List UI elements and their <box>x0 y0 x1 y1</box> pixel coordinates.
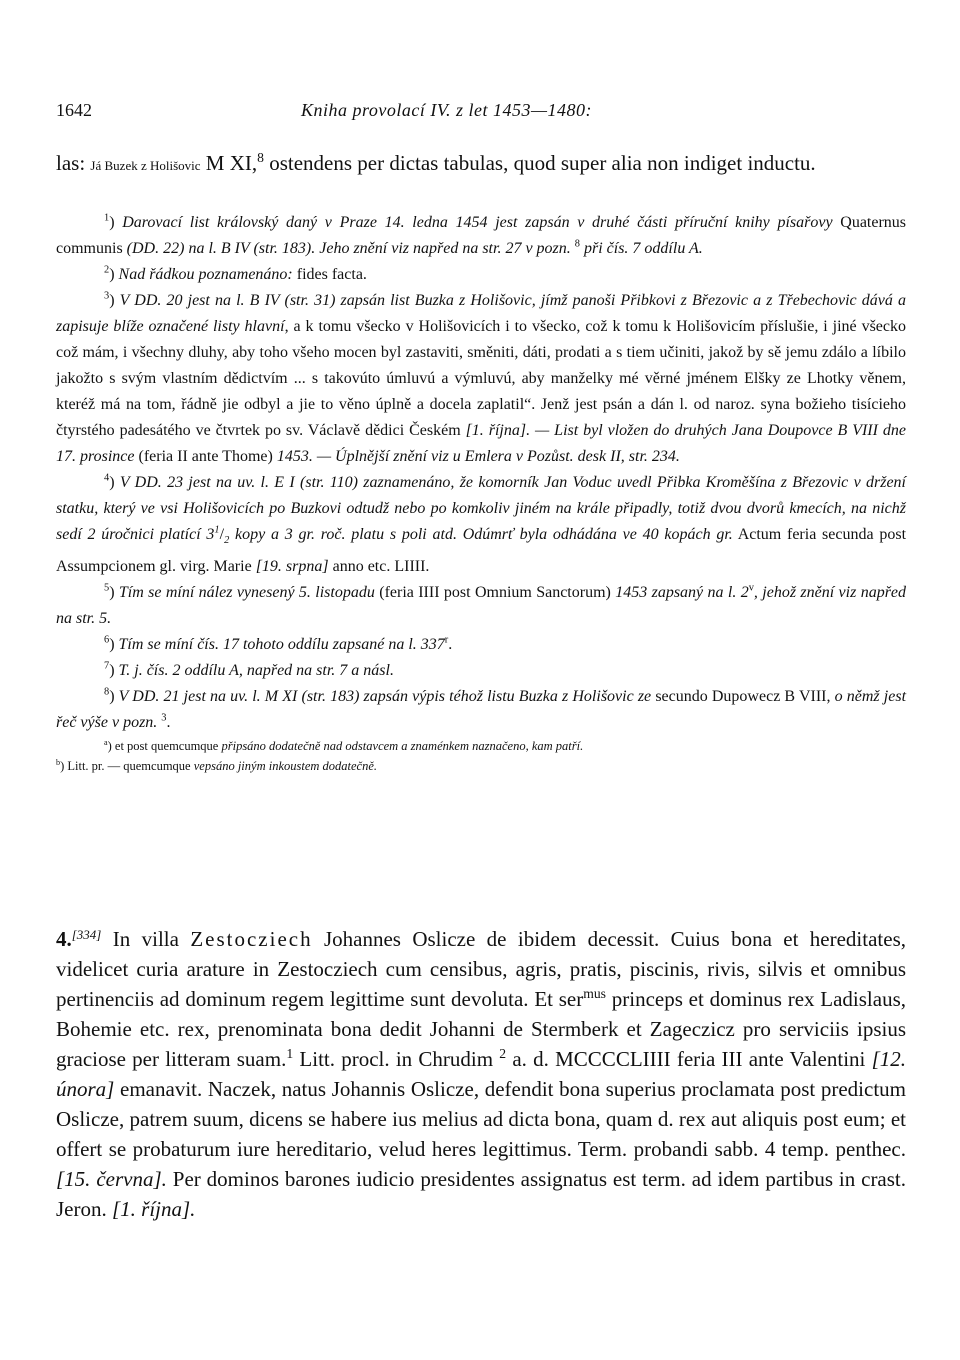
footnote-number: 4 <box>104 472 110 484</box>
running-title: Kniha provolací IV. z let 1453—1480: <box>301 100 592 120</box>
entry-reference: [334] <box>71 927 102 942</box>
entry-text: princeps et dominus rex Ladislaus, Bohemie etc. rex, prenominata bona dedit Johanni de Stermberk et Zageczicz pro serviciis ipsius graciose per litteram suam. <box>56 987 907 1071</box>
fraction-denominator: 2 <box>224 535 230 547</box>
footnote-text: připsáno dodatečně nad odstavcem a znaménkem naznačeno, kam patří. <box>221 739 584 754</box>
footnote-letter: a <box>104 738 108 748</box>
footnote-text: 1453 zapsaný na l. 2 <box>615 584 749 602</box>
footnote-text: secundo Dupowecz B VIII, <box>655 688 831 706</box>
footnote-5: $^5$) Tím se míní nález vynesený 5. listopadu (feria IIII post Omnium Sanctorum) 1453 zapsaný na l. 2$^v$, jehož znění viz napřed na str. 5. <box>56 582 907 628</box>
abbreviation-sup: mus <box>583 986 606 1001</box>
page-number: 1642 <box>56 100 92 120</box>
footnote-text: (feria II ante Thome) <box>138 448 273 465</box>
continued-rest: ostendens per dictas tabulas, quod super alia non indiget inductu. <box>269 151 816 175</box>
footnote-number: 2 <box>104 264 110 276</box>
entry-text: a. d. MCCCCLIIII feria III ante Valentini <box>512 1047 866 1071</box>
continued-lead: las: <box>56 151 86 175</box>
footnote-text: vepsáno jiným inkoustem dodatečně. <box>193 759 378 774</box>
footnote-text: [19. srpna] <box>255 558 329 576</box>
footnote-text: T. j. čís. 2 oddílu A, napřed na str. 7 a násl. <box>118 662 394 680</box>
book-reference: M XI, <box>205 151 258 175</box>
footnote-text: kopy a 3 gr. roč. platu s poli atd. Odúmrť byla odhádána ve 40 kopách gr. <box>235 526 733 543</box>
footnote-text: Litt. pr. — quemcumque <box>67 759 191 774</box>
entry-text: Litt. procl. in Chrudim <box>299 1047 494 1071</box>
footnote-sup: 2 <box>499 1046 507 1061</box>
footnote-a: $^a$) et post quemcumque připsáno dodatečně nad odstavcem a znaménkem naznačeno, kam patří. <box>104 738 584 754</box>
date-annotation: [15. června]. <box>56 1167 167 1191</box>
footnote-sup: r <box>444 634 449 646</box>
footnote-text: , jehož znění viz napřed na str. 5. <box>56 584 907 628</box>
footnote-number: 6 <box>104 634 110 646</box>
footnote-letter: b <box>56 758 61 768</box>
footnote-text: . <box>166 714 171 732</box>
footnote-text: Quaternus communis <box>56 214 907 257</box>
entry-text: Per dominos barones iudicio presidentes assignatus est term. ad idem partibus in crast. Jeron. <box>56 1167 907 1221</box>
footnote-number: 5 <box>104 582 110 594</box>
footnote-2: $^2$) Nad řádkou poznamenáno: fides facta. <box>104 264 367 283</box>
footnote-text: Tím se míní nález vynesený 5. listopadu <box>118 584 375 602</box>
footnote-text: Darovací list královský daný v Praze 14. ledna 1454 jest zapsán v druhé části příruční knihy písařovy <box>122 214 833 231</box>
entry-text: Johannes Oslicze de ibidem decessit. Cuius bona et hereditates, videlicet curia arature in Zestocziech cum censibus, agris, pratis, piscinis, rivis, silvis et omnibus pertinenciis ad dominum regem legittime sunt devoluta. Et ser <box>56 927 906 1011</box>
footnote-text: [1. října]. — List byl vložen do druhých Jana Doupovce B VIII dne 17. prosince <box>56 422 906 465</box>
footnote-3: $^3$) V DD. 20 jest na l. B IV (str. 31) zapsán list Buzka z Holišovic, jímž panoši Přibkovi z Březovic a z Třebechovic dává a zapisuje blíže označené listy hlavní, a k tomu všecko v Holišovicích i to všecko, což k tomu k Holišovicím příslušie, i jiné všecko což mám, i všechny dluhy, aby toho všeho mocen byl zastaviti, směniti, dáti, prodati a s tiem učiniti, jakož by sě jemu zdálo a líbilo jakožto s svým vlastním dědictvím ... s takovúto úmluvú a výmluvú, aby manželky mé věrné jménem Elšky ze Lhotky věnem, kteréž má na tom, řádně jie odbyl a jie to věno úplně a docela zaplatil“. Jenž jest psán a dán l. od naroz. syna božieho tisícieho čtyrstého padesátého ve čtvrtek po sv. Václavě dědici Českém [1. října]. — List byl vložen do druhých Jana Doupovce B VIII dne 17. prosince (feria II ante Thome) 1453. — Úplnější znění viz u Emlera v Pozůst. desk II, str. 234. <box>56 290 907 465</box>
footnote-sup: 3 <box>161 712 167 724</box>
footnote-text: , a k tomu všecko v Holišovicích i to všecko, což k tomu k Holišovicím příslušie, i jiné všecko což mám, i všechny dluhy, aby toho všeho mocen byl zastaviti, směniti, dáti, prodati a s tiem učiniti, jakož by sě jemu zdálo a líbilo jakožto s svým vlastním dědictvím ... s takovúto úmluvú a výmluvú, aby manželky mé věrné jménem Elšky ze Lhotky věnem, kteréž má na tom, řádně jie odbyl a jie to věno úplně a docela zaplatil“. Jenž jest psán a dán l. od naroz. syna božieho tisícieho čtyrstého padesátého ve čtvrtek po sv. Václavě dědici Českém <box>56 318 907 439</box>
footnote-text: Nad řádkou poznamenáno: <box>118 266 293 283</box>
footnote-text: fides facta. <box>296 266 367 283</box>
footnote-text: Actum feria secunda post Assumpcionem gl. virg. Marie <box>56 526 907 576</box>
footnotes <box>56 210 906 776</box>
footnote-1: $^1$) Darovací list královský daný v Praze 14. ledna 1454 jest zapsán v druhé části příruční knihy písařovy Quaternus communis (DD. 22) na l. B IV (str. 183). Jeho znění viz napřed na str. 27 v pozn. $^8$ při čís. 7 oddílu A. <box>56 212 907 257</box>
continued-text <box>56 148 906 181</box>
footnote-8: $^8$) V DD. 21 jest na uv. l. M XI (str. 183) zapsán výpis téhož listu Buzka z Holišovic ze secundo Dupowecz B VIII, o němž jest řeč výše v pozn. $^3$. <box>56 686 907 732</box>
footnote-sup: 1 <box>286 1046 294 1061</box>
footnote-text: (feria IIII post Omnium Sanctorum) <box>379 584 611 602</box>
footnote-number: 7 <box>104 660 110 672</box>
footnote-6: $^6$) Tím se míní čís. 17 tohoto oddílu zapsané na l. 337$^r$. <box>104 634 453 654</box>
footnote-b: $^b$) Litt. pr. — quemcumque vepsáno jiným inkoustem dodatečně. <box>56 758 378 774</box>
date-annotation: [12. února] <box>56 1047 907 1101</box>
footnote-text: při čís. 7 oddílu A. <box>583 240 703 257</box>
footnote-sup: 8 <box>574 238 580 250</box>
footnote-marker: 8 <box>257 150 264 165</box>
footnote-text: 1453. — Úplnější znění viz u Emlera v Pozůst. desk II, str. 234. <box>276 448 680 465</box>
entry-text: emanavit. Naczek, natus Johannis Oslicze, defendit bona superius proclamata post predictum Oslicze, patrem suum, dicens se habere ius melius ad dicta bona, quam d. rex aut aliquis post eum; et offert se probaturum iure hereditario, velud heres legittimus. Term. probandi sabb. 4 temp. penthec. <box>56 1077 906 1161</box>
entry-paragraph <box>56 920 906 1224</box>
footnote-number: 1 <box>104 212 110 224</box>
footnote-number: 8 <box>104 686 110 698</box>
footnote-number: 3 <box>104 290 110 302</box>
entry-text: In villa <box>112 927 179 951</box>
entry-4 <box>56 920 906 1224</box>
footnote-text: V DD. 21 jest na uv. l. M XI (str. 183) zapsán výpis téhož listu Buzka z Holišovic ze <box>118 688 652 706</box>
fraction-numerator: 1 <box>214 524 220 536</box>
footnote-text: V DD. 23 jest na uv. l. E I (str. 110) zaznamenáno, že komorník Jan Voduc uvedl Přibka Kroměšína z Březovic v držení statku, který ve vsi Holišovicích po Buzkovi odtudž nebo po komkoliv jiném na krále připadly, totiž dvou dvorů kmecích, na nichž sedí 2 úročnici platící 3 <box>56 474 906 543</box>
place-name: Zestocziech <box>190 927 313 951</box>
footnote-sup: v <box>748 582 754 594</box>
footnote-text: anno etc. LIIII. <box>332 558 430 576</box>
small-caps-name: Já Buzek z Holišovic <box>90 158 201 173</box>
footnote-text: V DD. 20 jest na l. B IV (str. 31) zapsán list Buzka z Holišovic, jímž panoši Přibkovi z Březovic a z Třebechovic dává a zapisuje blíže označené listy hlavní <box>56 292 906 335</box>
entry-number: 4. <box>56 927 72 951</box>
footnote-text: . <box>448 636 453 654</box>
footnote-text: et post quemcumque <box>114 739 219 754</box>
date-annotation: [1. října]. <box>112 1197 196 1221</box>
footnote-7: $^7$) T. j. čís. 2 oddílu A, napřed na str. 7 a násl. <box>104 660 394 680</box>
footnote-text: o němž jest řeč výše v pozn. <box>56 688 907 732</box>
footnote-text: Tím se míní čís. 17 tohoto oddílu zapsané na l. 337 <box>118 636 445 654</box>
footnote-4: $^4$) V DD. 23 jest na uv. l. E I (str. 110) zaznamenáno, že komorník Jan Voduc uvedl Přibka Kroměšína z Březovic v držení statku, který ve vsi Holišovicích po Buzkovi odtudž nebo po komkoliv jiném na krále připadly, totiž dvou dvorů kmecích, na nichž sedí 2 úročnici platící $3^1/_2$ kopy a 3 gr. roč. platu s poli atd. Odúmrť byla odhádána ve 40 kopách gr. Actum feria secunda post Assumpcionem gl. virg. Marie [19. srpna] anno etc. LIIII. <box>56 472 907 576</box>
footnote-text: (DD. 22) na l. B IV (str. 183). Jeho znění viz napřed na str. 27 v pozn. <box>126 240 571 257</box>
